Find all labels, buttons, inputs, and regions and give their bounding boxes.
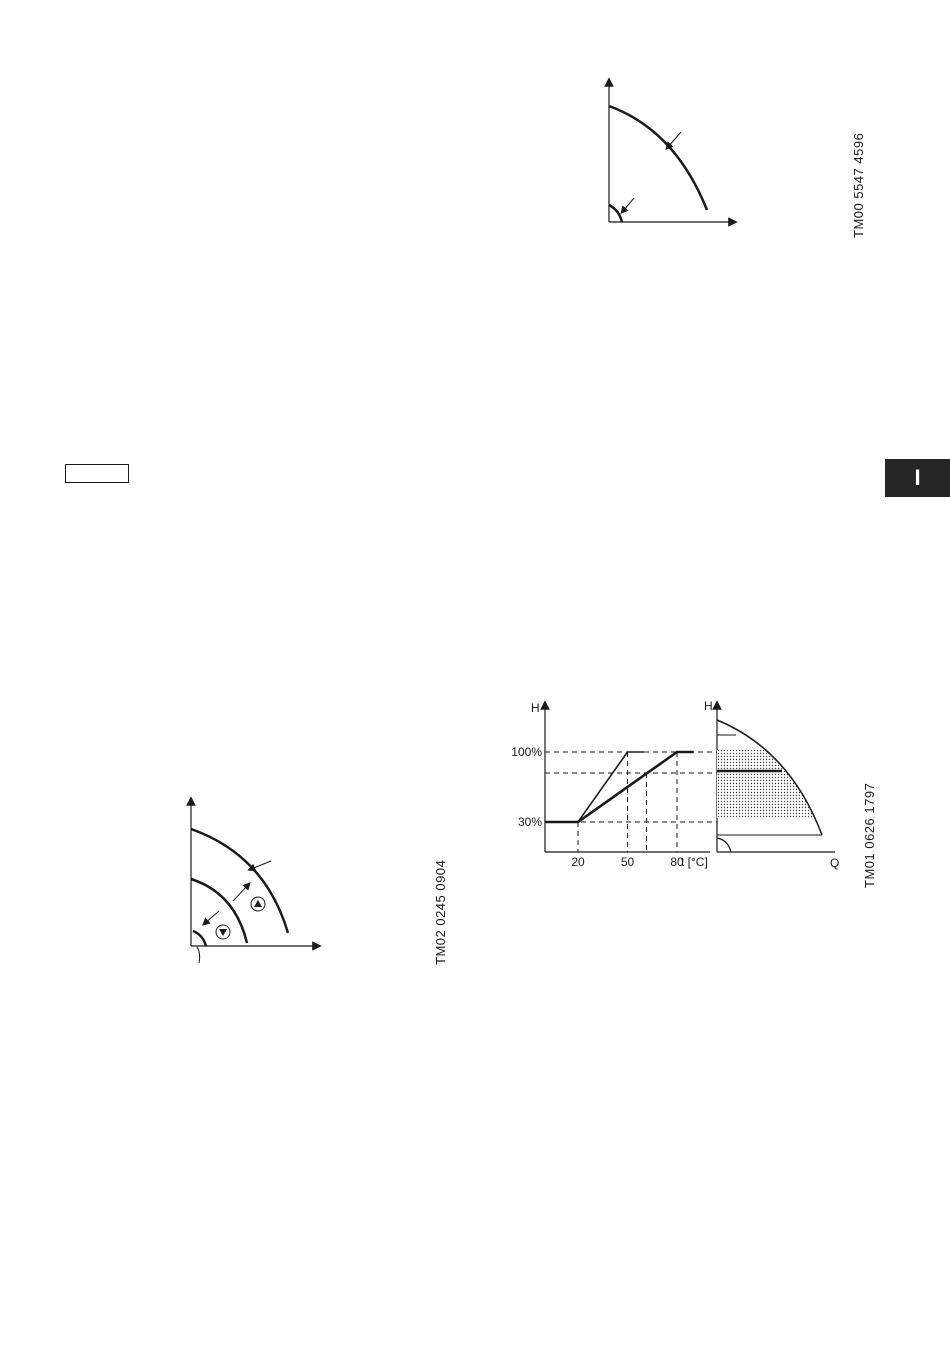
temperature-control-figure [510,695,845,875]
y-axis-label: H [531,701,540,715]
min-curve [609,205,622,222]
double-arrow [233,885,248,901]
pump-x-axis-label: Q [830,856,840,870]
double-arrow [205,911,219,923]
x-tick-label: 20 [571,855,585,869]
pump-curve-figure-top [595,70,745,235]
section-tab: I [885,459,950,497]
note-box [65,464,129,483]
x-tick-label: 80 [670,855,684,869]
increase-icon [251,897,265,911]
y-tick-label: 30% [517,815,542,829]
pointer-arrow [623,198,634,211]
operating-band-upper [717,750,827,770]
figure-code-left: TM02 0245 0904 [433,859,448,965]
x-tick-label: 50 [620,855,635,869]
pointer-arrow [668,132,681,147]
x-axis-label: t [°C] [681,855,708,869]
operating-band-lower [717,771,827,818]
pump-curves-figure-left [175,795,325,965]
y-tick-label: 100% [511,745,542,759]
pump-y-axis-label: H [704,699,713,713]
figure-code-top: TM00 5547 4596 [851,132,866,238]
pump-min-curve [717,838,731,852]
tick-arc [197,947,200,963]
curve-max [191,829,288,933]
curve-min [193,931,206,946]
figure-code-right: TM01 0626 1797 [862,782,877,888]
pointer-arrow [251,861,271,869]
decrease-icon [216,925,230,939]
max-curve [609,106,707,210]
